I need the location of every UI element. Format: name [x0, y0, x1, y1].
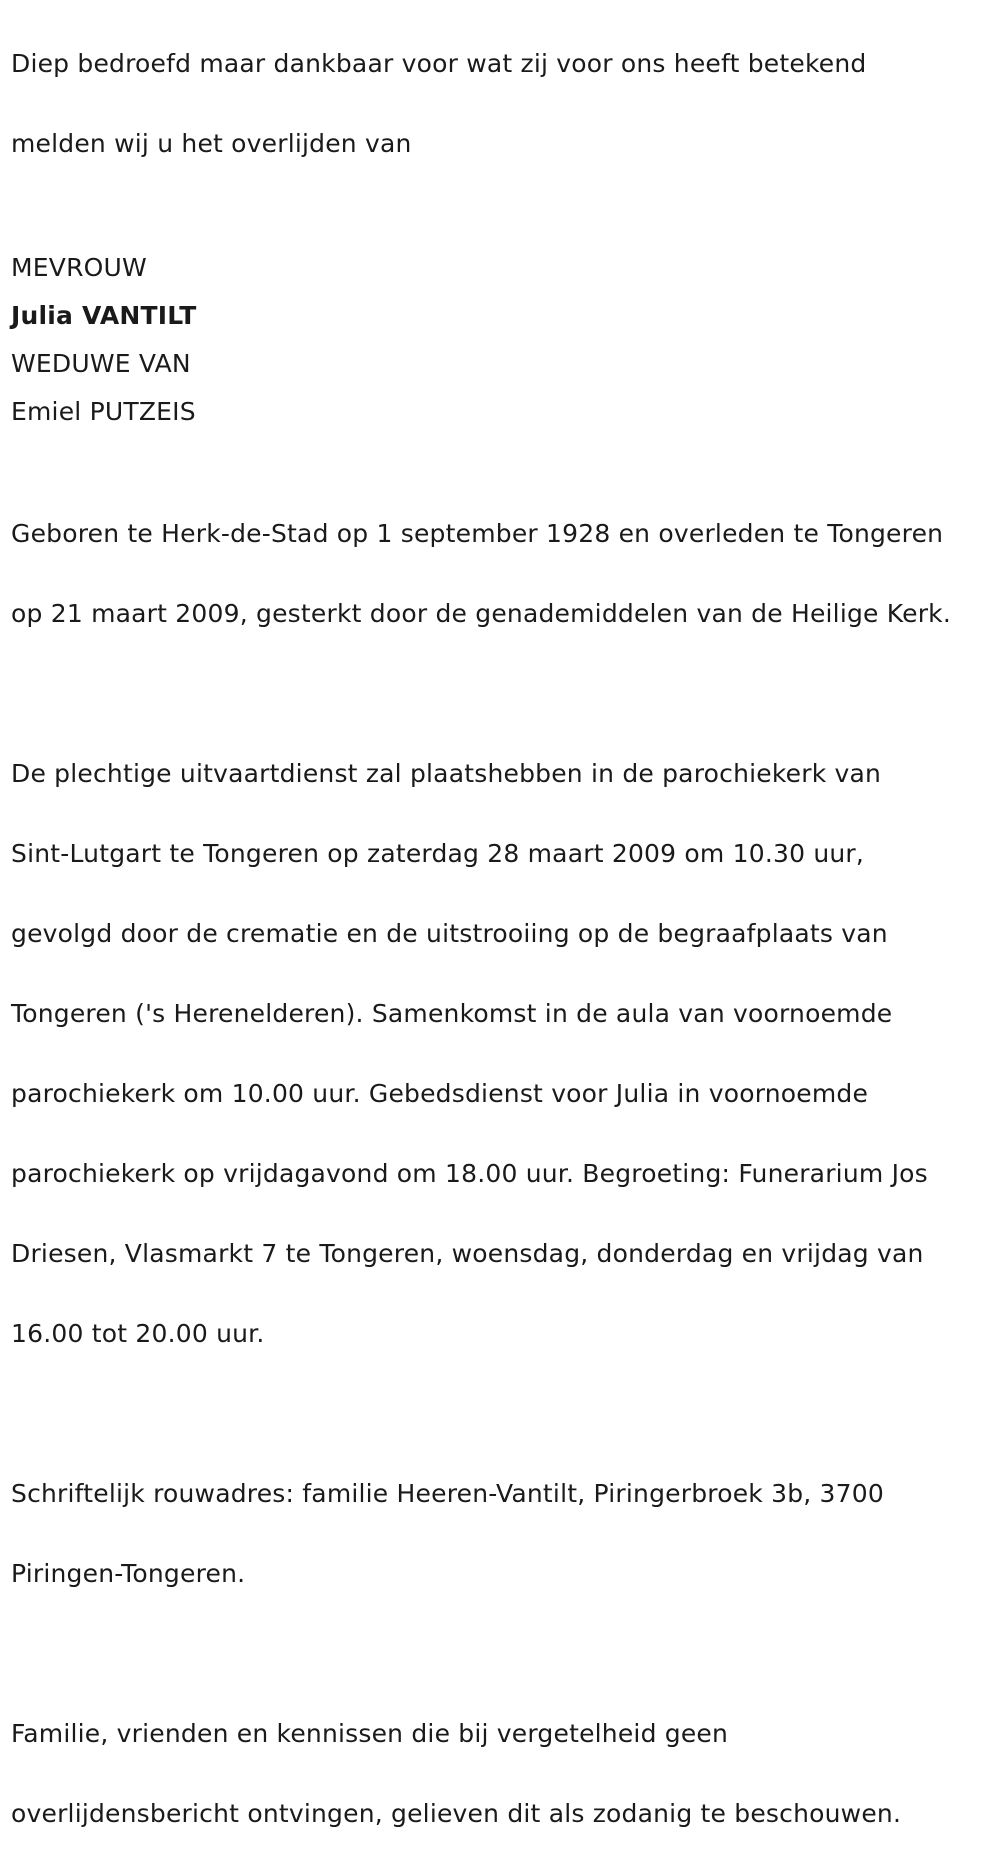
funeral-paragraph	[11, 714, 996, 1394]
obituary-document	[11, 4, 996, 1874]
deceased-spouse: Emiel PUTZEIS	[11, 397, 196, 426]
intro-line: Diep bedroefd maar dankbaar voor wat zij voor ons heeft betekend	[11, 49, 867, 78]
address-line: Schriftelijk rouwadres: familie Heeren-Vantilt, Piringerbroek 3b, 3700	[11, 1479, 884, 1508]
closing-line: Familie, vrienden en kennissen die bij vergetelheid geen	[11, 1719, 729, 1748]
birth-death-line: Geboren te Herk-de-Stad op 1 september 1928 en overleden te Tongeren	[11, 519, 944, 548]
closing-paragraph	[11, 1674, 996, 1874]
deceased-block	[11, 244, 996, 436]
funeral-line: parochiekerk om 10.00 uur. Gebedsdienst voor Julia in voornoemde	[11, 1079, 869, 1108]
funeral-line: Tongeren ('s Herenelderen). Samenkomst in de aula van voornoemde	[11, 999, 893, 1028]
closing-line: overlijdensbericht ontvingen, gelieven dit als zodanig te beschouwen.	[11, 1799, 902, 1828]
funeral-line: Driesen, Vlasmarkt 7 te Tongeren, woensdag, donderdag en vrijdag van	[11, 1239, 924, 1268]
deceased-name: Julia VANTILT	[11, 301, 197, 330]
intro-line: melden wij u het overlijden van	[11, 129, 412, 158]
deceased-relation: WEDUWE VAN	[11, 349, 191, 378]
deceased-title: MEVROUW	[11, 253, 147, 282]
funeral-line: De plechtige uitvaartdienst zal plaatshebben in de parochiekerk van	[11, 759, 882, 788]
birth-death-paragraph	[11, 474, 996, 674]
funeral-line: parochiekerk op vrijdagavond om 18.00 uur. Begroeting: Funerarium Jos	[11, 1159, 928, 1188]
funeral-line: gevolgd door de crematie en de uitstrooiing op de begraafplaats van	[11, 919, 888, 948]
intro-paragraph	[11, 4, 996, 204]
address-line: Piringen-Tongeren.	[11, 1559, 246, 1588]
address-paragraph	[11, 1434, 996, 1634]
funeral-line: Sint-Lutgart te Tongeren op zaterdag 28 maart 2009 om 10.30 uur,	[11, 839, 865, 868]
funeral-line: 16.00 tot 20.00 uur.	[11, 1319, 265, 1348]
birth-death-line: op 21 maart 2009, gesterkt door de genademiddelen van de Heilige Kerk.	[11, 599, 952, 628]
